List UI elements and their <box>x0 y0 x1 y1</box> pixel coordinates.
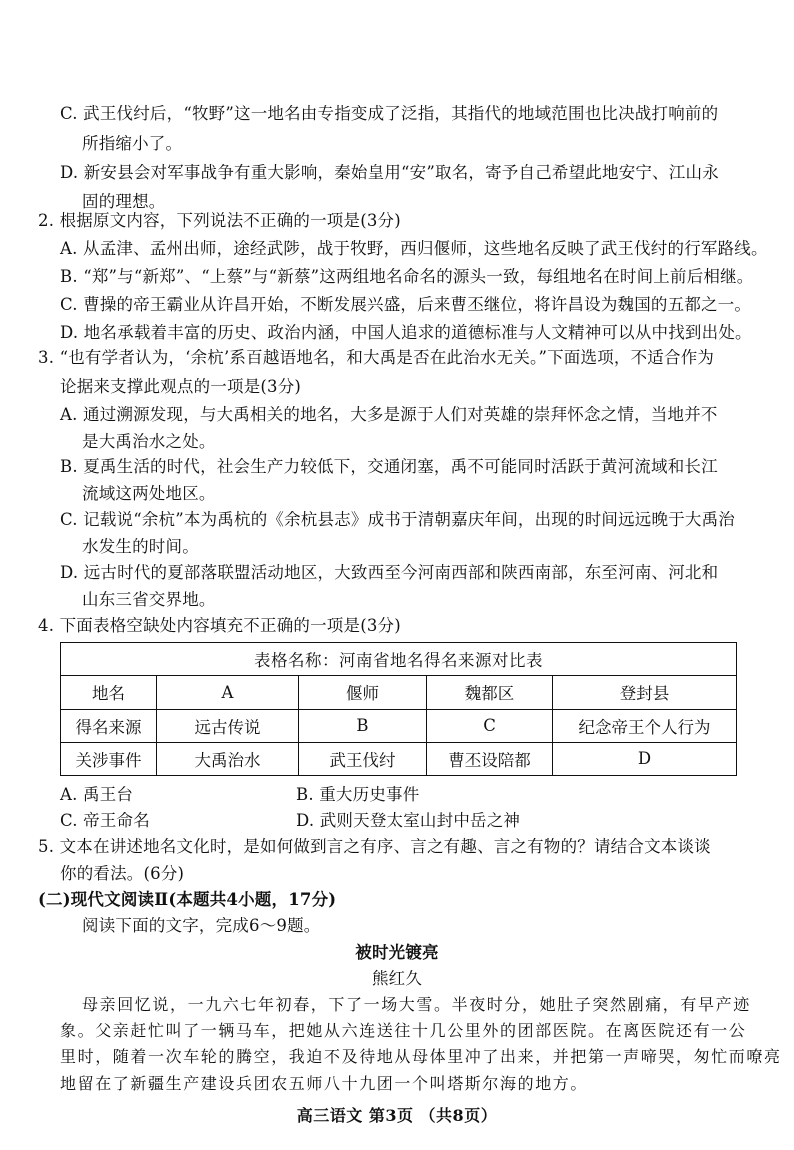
q3-stem-line2: 论据来支撑此观点的一项是(3分) <box>60 377 302 396</box>
q5-stem-line2: 你的看法。(6分) <box>60 864 185 883</box>
paragraph-line: 象。父亲赶忙叫了一辆马车，把她从六连送往十几公里外的团部医院。在离医院还有一公 <box>60 1021 747 1040</box>
table-cell: 武王伐纣 <box>299 742 427 775</box>
table-cell: 魏都区 <box>427 676 553 709</box>
table-cell: C <box>427 709 553 742</box>
article-author: 熊红久 <box>371 969 423 988</box>
q2-option-b: B. “郑”与“新郑”、“上蔡”与“新蔡”这两组地名命名的源头一致，每组地名在时间上前后相继。 <box>60 267 754 286</box>
q1-option-d-line1: D. 新安县会对军事战争有重大影响，秦始皇用“安”取名，寄予自己希望此地安宁、江山永 <box>60 163 719 182</box>
table-cell: 大禹治水 <box>157 742 299 775</box>
q3-option-a-line1: A. 通过溯源发现，与大禹相关的地名，大多是源于人们对英雄的崇拜怀念之情，当地并不 <box>60 405 718 424</box>
table-row <box>61 742 737 775</box>
q1-option-c-line2: 所指缩小了。 <box>82 134 183 153</box>
table-title: 表格名称：河南省地名得名来源对比表 <box>61 643 737 676</box>
article-title: 被时光镀亮 <box>355 943 439 962</box>
q2-option-d: D. 地名承载着丰富的历史、政治内涵，中国人追求的道德标准与人文精神可以从中找到出处。 <box>60 323 752 342</box>
q4-stem: 4. 下面表格空缺处内容填充不正确的一项是(3分) <box>38 616 401 635</box>
table-cell: 远古传说 <box>157 709 299 742</box>
q2-option-a: A. 从孟津、孟州出师，途经武陟，战于牧野，西归偃师，这些地名反映了武王伐纣的行军路线。 <box>60 239 768 258</box>
table-cell: 登封县 <box>553 676 737 709</box>
q4-option-c: C. 帝王命名 <box>60 811 150 830</box>
q3-option-d-line1: D. 远古时代的夏部落联盟活动地区，大致西至今河南西部和陕西南部，东至河南、河北和 <box>60 563 719 582</box>
q1-option-c-line1: C. 武王伐纣后，“牧野”这一地名由专指变成了泛指，其指代的地域范围也比决战打响前的 <box>60 104 719 123</box>
paragraph-line: 地留在了新疆生产建设兵团农五师八十九团一个叫塔斯尔海的地方。 <box>60 1074 589 1093</box>
q3-option-b-line1: B. 夏禹生活的时代，社会生产力较低下，交通闭塞，禹不可能同时活跃于黄河流域和长江 <box>60 457 718 476</box>
q4-option-d: D. 武则天登太室山封中岳之神 <box>296 811 521 830</box>
table-cell: 地名 <box>61 676 157 709</box>
q4-option-a: A. 禹王台 <box>60 785 134 804</box>
table-cell: 纪念帝王个人行为 <box>553 709 737 742</box>
q3-option-c-line2: 水发生的时间。 <box>82 537 199 556</box>
table-cell: 关涉事件 <box>61 742 157 775</box>
q2-stem: 2. 根据原文内容，下列说法不正确的一项是(3分) <box>38 211 401 230</box>
table-row <box>61 676 737 709</box>
table-title-row <box>61 643 737 676</box>
table-cell: 得名来源 <box>61 709 157 742</box>
place-name-comparison-table <box>60 642 737 776</box>
paragraph-line: 母亲回忆说，一九六七年初春，下了一场大雪。半夜时分，她肚子突然剧痛，有早产迹 <box>82 995 751 1014</box>
q3-option-d-line2: 山东三省交界地。 <box>82 590 216 609</box>
q3-stem-line1: 3. “也有学者认为，‘余杭’系百越语地名，和大禹是否在此治水无关。”下面选项，不适合作为 <box>38 348 715 367</box>
q4-option-b: B. 重大历史事件 <box>296 785 420 804</box>
table-cell: B <box>299 709 427 742</box>
q1-option-d-line2: 固的理想。 <box>82 192 166 211</box>
q2-option-c: C. 曹操的帝王霸业从许昌开始，不断发展兴盛，后来曹丕继位，将许昌设为魏国的五都之一。 <box>60 295 752 314</box>
table-cell: 偃师 <box>299 676 427 709</box>
page-footer: 高三语文 第3页 （共8页） <box>296 1106 498 1125</box>
reading-instruction: 阅读下面的文字，完成6～9题。 <box>82 916 321 935</box>
table-cell: D <box>553 742 737 775</box>
paragraph-line: 里时，随着一次车轮的腾空，我迫不及待地从母体里冲了出来，并把第一声啼哭，匆忙而嘹亮 <box>60 1047 782 1066</box>
q3-option-b-line2: 流域这两处地区。 <box>82 484 216 503</box>
table-cell: 曹丕设陪都 <box>427 742 553 775</box>
table-row <box>61 709 737 742</box>
q3-option-a-line2: 是大禹治水之处。 <box>82 432 216 451</box>
q3-option-c-line1: C. 记载说“余杭”本为禹杭的《余杭县志》成书于清朝嘉庆年间，出现的时间远远晚于大禹治 <box>60 510 735 529</box>
table-cell: A <box>157 676 299 709</box>
section-2-heading: (二)现代文阅读Ⅱ(本题共4小题，17分) <box>38 890 337 909</box>
q5-stem-line1: 5. 文本在讲述地名文化时，是如何做到言之有序、言之有趣、言之有物的？请结合文本谈谈 <box>38 837 711 856</box>
